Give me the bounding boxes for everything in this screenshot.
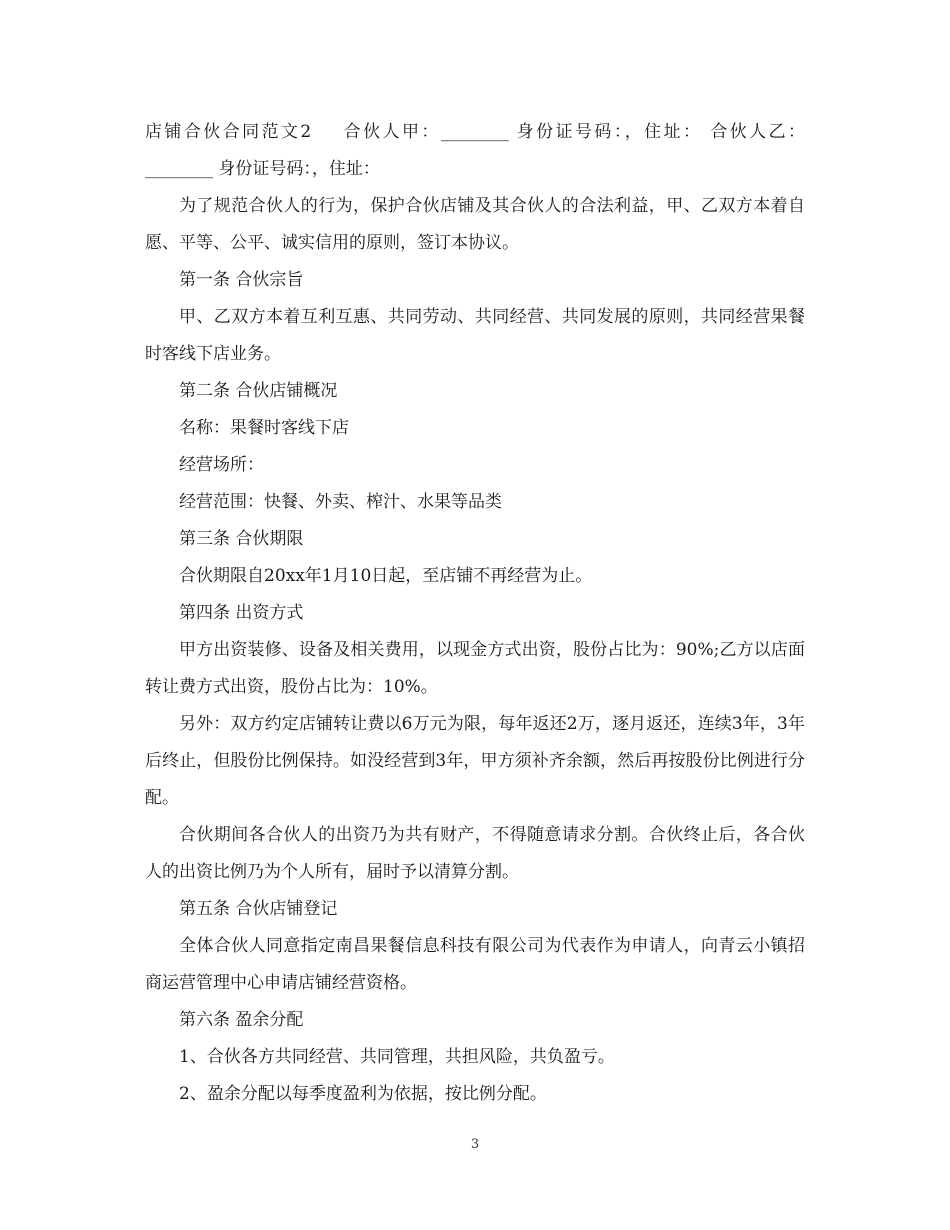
id-label-a: 身份证号码： [516, 122, 625, 142]
contract-header-line [145, 114, 805, 188]
article-6-item-1: 1、合伙各方共同经营、共同管理，共担风险，共负盈亏。 [179, 1047, 615, 1067]
article-4-heading: 第四条 出资方式 [179, 603, 304, 623]
partner-b-label: 合伙人乙： [710, 122, 806, 142]
document-body [145, 114, 805, 1113]
partner-b-blank: ________ [145, 159, 213, 179]
partner-a-blank: ________ [440, 122, 509, 142]
paragraph-preamble: 为了规范合伙人的行为，保护合伙店铺及其合伙人的合法利益，甲、乙双方本着自愿、平等、公平、诚实信用的原则，签订本协议。 [145, 196, 805, 253]
article-1-body: 甲、乙双方本着互利互惠、共同劳动、共同经营、共同发展的原则，共同经营果餐时客线下店业务。 [145, 307, 805, 364]
article-4-property: 合伙期间各合伙人的出资乃为共有财产，不得随意请求分割。合伙终止后，各合伙人的出资比例乃为个人所有，届时予以清算分割。 [145, 825, 805, 882]
article-4-additional: 另外：双方约定店铺转让费以6万元为限，每年返还2万，逐月返还，连续3年，3年后终止，但股份比例保持。如没经营到3年，甲方须补齐余额，然后再按股份比例进行分配。 [145, 714, 805, 808]
address-label-b: ，住址： [311, 159, 380, 179]
shop-name-line: 名称：果餐时客线下店 [179, 418, 349, 438]
article-6-item-2: 2、盈余分配以每季度盈利为依据，按比例分配。 [179, 1084, 547, 1104]
article-5-heading: 第五条 合伙店铺登记 [179, 899, 338, 919]
business-location-line: 经营场所： [179, 455, 264, 475]
article-4-body: 甲方出资装修、设备及相关费用，以现金方式出资，股份占比为：90%;乙方以店面转让费方式出资，股份占比为：10%。 [145, 640, 805, 697]
article-2-heading: 第二条 合伙店铺概况 [179, 381, 338, 401]
article-5-body: 全体合伙人同意指定南昌果餐信息科技有限公司为代表作为申请人，向青云小镇招商运营管理中心申请店铺经营资格。 [145, 936, 805, 993]
article-6-heading: 第六条 盈余分配 [179, 1010, 304, 1030]
address-label-a: ，住址： [624, 122, 703, 142]
article-3-heading: 第三条 合伙期限 [179, 529, 304, 549]
contract-title: 店铺合伙合同范文2 [145, 122, 312, 142]
partner-a-label: 合伙人甲： [341, 122, 441, 142]
page-number: 3 [470, 1137, 480, 1152]
business-scope-line: 经营范围：快餐、外卖、榨汁、水果等品类 [179, 492, 502, 512]
article-1-heading: 第一条 合伙宗旨 [179, 270, 304, 290]
article-3-body: 合伙期限自20xx年1月10日起，至店铺不再经营为止。 [179, 566, 593, 586]
id-label-b: 身份证号码： [218, 159, 312, 179]
